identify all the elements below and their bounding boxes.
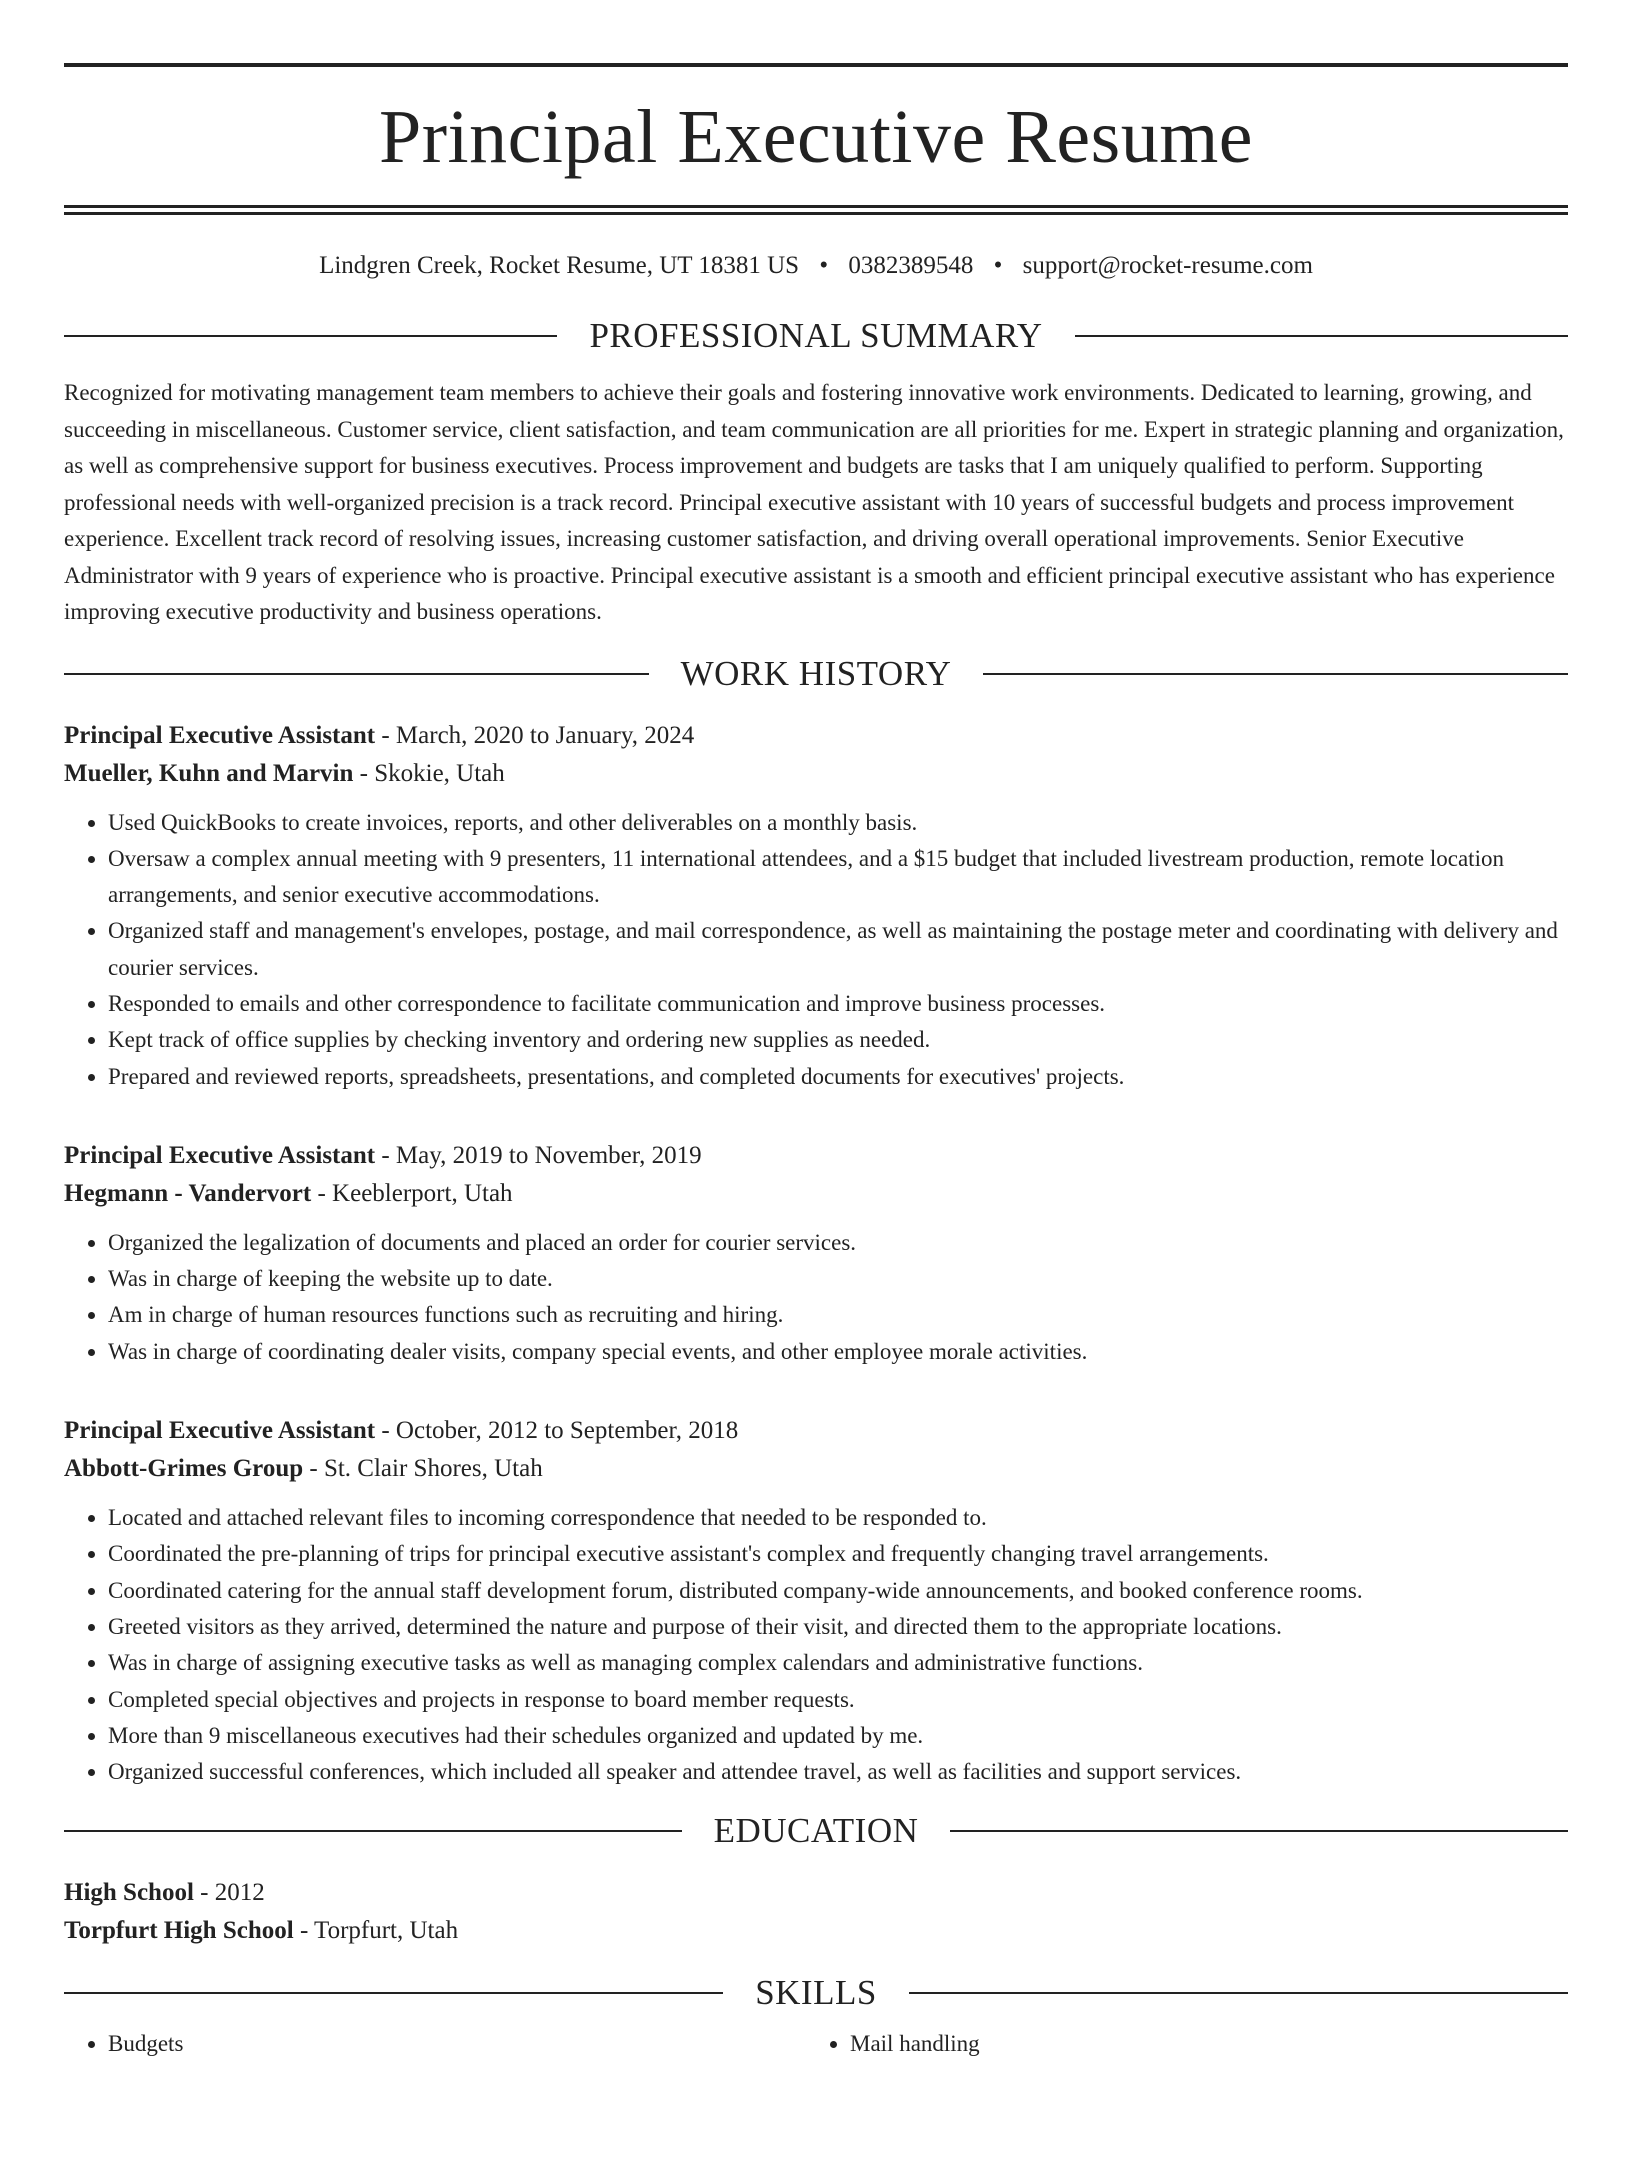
education-degree-line <box>64 1874 1568 1912</box>
list-item: • Was in charge of keeping the website up to date. <box>108 1261 1568 1297</box>
section-title: EDUCATION <box>713 1811 919 1851</box>
skills-column-right <box>806 2026 1548 2062</box>
work-section-heading <box>64 653 1568 695</box>
section-title: WORK HISTORY <box>680 653 952 693</box>
list-item: • More than 9 miscellaneous executives had their schedules organized and updated by me. <box>108 1718 1568 1754</box>
job-bullets <box>64 1500 1568 1790</box>
job-company-line <box>64 755 1568 793</box>
contact-address: Lindgren Creek, Rocket Resume, UT 18381 US <box>319 252 800 279</box>
job-title-line <box>64 717 1568 755</box>
summary-text: Recognized for motivating management team members to achieve their goals and fostering innovative work environments. Dedicated to learning, growing, and succeeding in miscellaneous. Customer service, client satisfaction, and team communication are all priorities for me. Expert in strategic planning and organization, as well as comprehensive support for business executives. Process improvement and budgets are tasks that I am uniquely qualified to perform. Supporting professional needs with well-organized precision is a track record. Principal executive assistant with 10 years of successful budgets and process improvement experience. Excellent track record of resolving issues, increasing customer satisfaction, and driving overall operational improvements. Senior Executive Administrator with 9 years of experience who is proactive. Principal executive assistant is a smooth and efficient principal executive assistant who has experience improving executive productivity and business operations. <box>64 380 1564 624</box>
resume-page <box>0 63 1632 2175</box>
job-dates: - March, 2020 to January, 2024 <box>375 721 695 749</box>
job-title: Principal Executive Assistant <box>64 1141 376 1169</box>
contact-phone: 0382389548 <box>848 252 974 279</box>
education-section-heading <box>64 1810 1568 1852</box>
job-location: - St. Clair Shores, Utah <box>303 1455 543 1483</box>
education-year: - 2012 <box>193 1879 265 1907</box>
job-title: Principal Executive Assistant <box>64 1417 376 1445</box>
education-entry <box>64 1874 1568 1950</box>
job-entry <box>64 1137 1568 1370</box>
job-company: Abbott-Grimes Group <box>64 1455 304 1483</box>
list-item: • Was in charge of coordinating dealer visits, company special events, and other employee morale activities. <box>108 1334 1568 1370</box>
job-entry <box>64 717 1568 1095</box>
job-title: Principal Executive Assistant <box>64 721 376 749</box>
list-item: • Completed special objectives and projects in response to board member requests. <box>108 1682 1568 1718</box>
skill-item: • Mail handling <box>850 2026 1548 2062</box>
job-title-line <box>64 1412 1568 1450</box>
title-double-rule <box>64 205 1568 215</box>
list-item: • Organized staff and management's envelopes, postage, and mail correspondence, as well as maintaining the postage meter and coordinating with delivery and courier services. <box>108 913 1568 986</box>
list-item: • Oversaw a complex annual meeting with 9 presenters, 11 international attendees, and a $15 budget that included livestream production, remote location arrangements, and senior executive accommodations. <box>108 841 1568 914</box>
skills-grid <box>64 2026 1568 2062</box>
section-title: PROFESSIONAL SUMMARY <box>589 316 1043 355</box>
list-item: • Used QuickBooks to create invoices, reports, and other deliverables on a monthly basis. <box>108 805 1568 841</box>
heading-rule-left <box>64 1992 723 1994</box>
list-item: • Am in charge of human resources functions such as recruiting and hiring. <box>108 1297 1568 1333</box>
education-degree: High School <box>64 1879 194 1907</box>
job-company: Mueller, Kuhn and Marvin <box>64 759 354 787</box>
job-company: Hegmann - Vandervort <box>64 1179 312 1207</box>
list-item: • Prepared and reviewed reports, spreadsheets, presentations, and completed documents for executives' projects. <box>108 1059 1568 1095</box>
list-item: • Responded to emails and other correspondence to facilitate communication and improve business processes. <box>108 986 1568 1022</box>
contact-separator: • <box>819 252 829 279</box>
list-item: • Coordinated catering for the annual staff development forum, distributed company-wide announcements, and booked conference rooms. <box>108 1573 1568 1609</box>
education-school: Torpfurt High School <box>64 1917 294 1945</box>
list-item: • Located and attached relevant files to incoming correspondence that needed to be responded to. <box>108 1500 1568 1536</box>
list-item: • Coordinated the pre-planning of trips for principal executive assistant's complex and frequently changing travel arrangements. <box>108 1536 1568 1572</box>
heading-rule-right <box>1075 335 1568 337</box>
heading-rule-right <box>950 1830 1568 1832</box>
job-bullets <box>64 1225 1568 1370</box>
contact-separator: • <box>993 252 1003 279</box>
list-item: • Organized successful conferences, which included all speaker and attendee travel, as well as facilities and support services. <box>108 1754 1568 1790</box>
top-rule <box>64 63 1568 67</box>
education-school-line <box>64 1912 1568 1950</box>
list-item: • Kept track of office supplies by checking inventory and ordering new supplies as needed. <box>108 1022 1568 1058</box>
contact-email[interactable]: support@rocket-resume.com <box>1022 252 1313 279</box>
job-entry <box>64 1412 1568 1790</box>
job-bullets <box>64 805 1568 1095</box>
summary-section-heading <box>64 315 1568 357</box>
job-location: - Skokie, Utah <box>353 759 505 787</box>
job-dates: - October, 2012 to September, 2018 <box>375 1417 739 1445</box>
heading-rule-left <box>64 673 649 675</box>
list-item: • Greeted visitors as they arrived, determined the nature and purpose of their visit, and directed them to the appropriate locations. <box>108 1609 1568 1645</box>
heading-rule-left <box>64 335 557 337</box>
heading-rule-left <box>64 1830 682 1832</box>
skills-section-heading <box>64 1972 1568 2014</box>
resume-title: Principal Executive Resume <box>378 95 1254 179</box>
heading-rule-right <box>909 1992 1568 1994</box>
section-title: SKILLS <box>755 1973 877 2013</box>
skills-column-left <box>64 2026 806 2062</box>
contact-line <box>64 251 1568 281</box>
heading-rule-right <box>983 673 1568 675</box>
skill-item: • Budgets <box>108 2026 806 2062</box>
list-item: • Was in charge of assigning executive tasks as well as managing complex calendars and administrative functions. <box>108 1645 1568 1681</box>
job-title-line <box>64 1137 1568 1175</box>
job-company-line <box>64 1450 1568 1488</box>
list-item: • Organized the legalization of documents and placed an order for courier services. <box>108 1225 1568 1261</box>
job-company-line <box>64 1175 1568 1213</box>
job-dates: - May, 2019 to November, 2019 <box>375 1141 702 1169</box>
education-location: - Torpfurt, Utah <box>293 1917 459 1945</box>
job-location: - Keeblerport, Utah <box>311 1179 513 1207</box>
